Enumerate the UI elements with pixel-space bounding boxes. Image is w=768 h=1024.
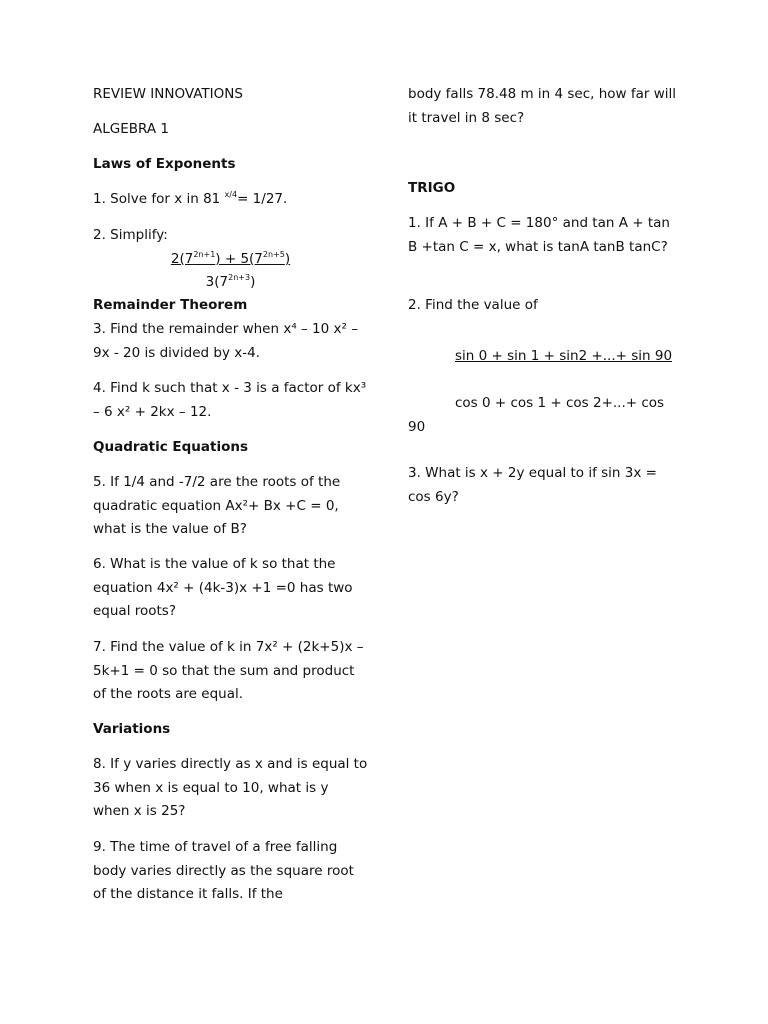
question-1 (93, 188, 368, 212)
numerator-part-a: 2(7 (170, 251, 194, 267)
trig-question-2-numerator (408, 345, 683, 369)
section-heading-exponents: Laws of Exponents (93, 156, 236, 172)
trig-question-2: 2. Find the value of (408, 297, 538, 313)
section-heading-variations: Variations (93, 721, 171, 737)
denominator-exponent: 2n+3 (228, 273, 251, 282)
numerator-expression: sin 0 + sin 1 + sin2 +...+ sin 90 (455, 348, 673, 364)
question-8: 8. If y varies directly as x and is equal to 36 when x is equal to 10, what is y when x is 25? (93, 756, 368, 819)
question-9: 9. The time of travel of a free falling body varies directly as the square root of the distance it falls. If the (93, 839, 354, 902)
trig-question-2-denominator: cos 0 + cos 1 + cos 2+...+ cos 90 (408, 395, 665, 435)
denominator-part-b: ) (250, 274, 256, 290)
trig-question-3: 3. What is x + 2y equal to if sin 3x = cos 6y? (408, 465, 657, 505)
question-1-text-a: 1. Solve for x in 81 (93, 191, 225, 207)
question-4: 4. Find k such that x - 3 is a factor of kx³ – 6 x² + 2kx – 12. (93, 380, 367, 420)
question-2-denominator (93, 271, 368, 295)
question-3: 3. Find the remainder when x⁴ – 10 x² – 9x - 20 is divided by x-4. (93, 321, 358, 361)
subject-title: ALGEBRA 1 (93, 121, 169, 137)
section-heading-quadratic: Quadratic Equations (93, 439, 249, 455)
numerator-part-b: ) + 5(7 (215, 251, 263, 267)
section-heading-remainder: Remainder Theorem (93, 297, 248, 313)
question-9-continued: body falls 78.48 m in 4 sec, how far will it travel in 8 sec? (408, 86, 677, 126)
question-1-text-b: = 1/27. (237, 191, 288, 207)
question-7: 7. Find the value of k in 7x² + (2k+5)x – 5k+1 = 0 so that the sum and product of the roots are equal. (93, 639, 364, 702)
numerator-exponent-1: 2n+1 (193, 250, 216, 259)
denominator-part-a: 3(7 (205, 274, 229, 290)
document-header: REVIEW INNOVATIONS (93, 86, 243, 102)
question-5: 5. If 1/4 and -7/2 are the roots of the quadratic equation Ax²+ Bx +C = 0, what is the value of B? (93, 474, 341, 537)
numerator-exponent-2: 2n+5 (262, 250, 285, 259)
question-1-exponent: x/4 (224, 190, 238, 199)
trig-question-1: 1. If A + B + C = 180° and tan A + tan B +tan C = x, what is tanA tanB tanC? (408, 215, 670, 255)
question-2: 2. Simplify: (93, 227, 168, 243)
section-heading-trigo: TRIGO (408, 180, 456, 196)
numerator-part-c: ) (284, 251, 291, 267)
question-2-numerator (93, 248, 368, 272)
question-6: 6. What is the value of k so that the equation 4x² + (4k-3)x +1 =0 has two equal roots? (93, 556, 353, 619)
